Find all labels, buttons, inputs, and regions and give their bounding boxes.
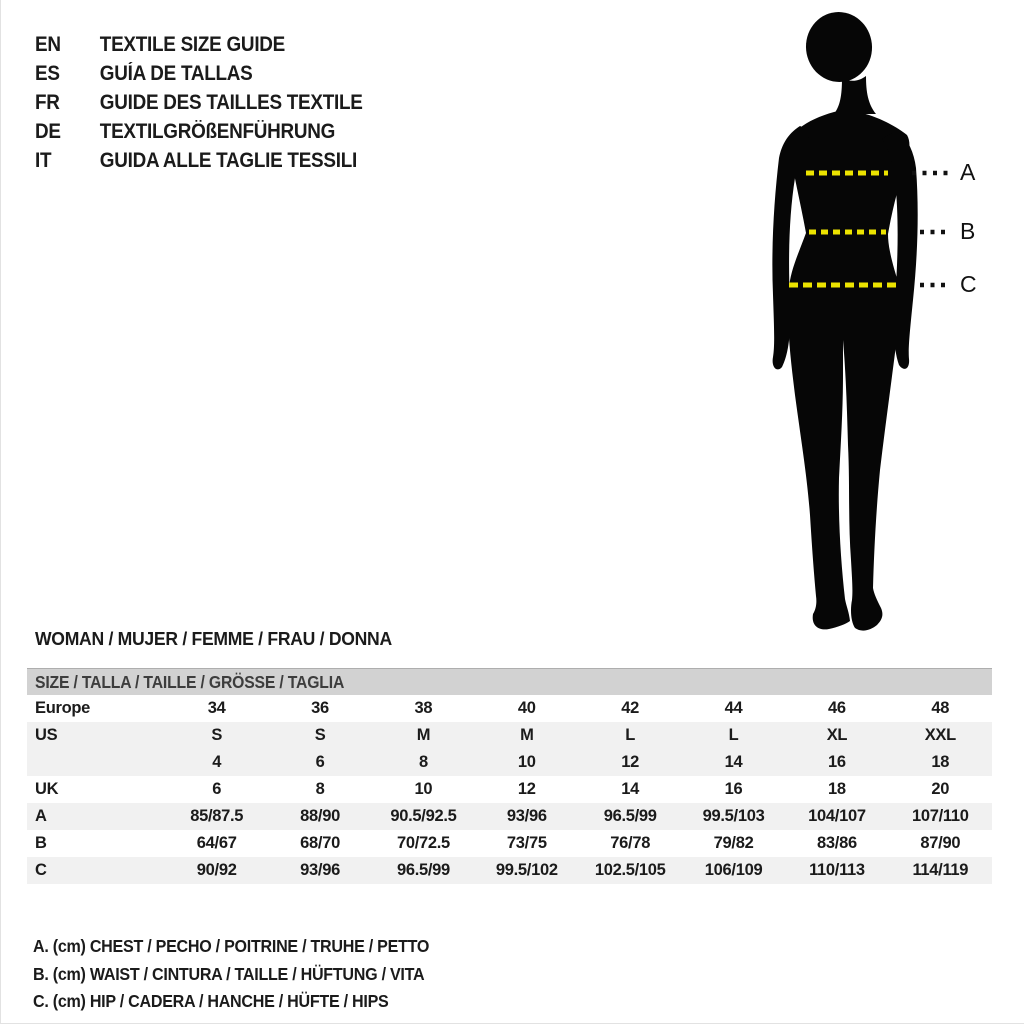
- size-cell: 114/119: [912, 861, 969, 879]
- size-cell: S: [314, 726, 326, 744]
- legend-chest: A. (cm) CHEST / PECHO / POITRINE / TRUHE / PETTO: [33, 936, 430, 956]
- language-row: [35, 146, 363, 175]
- size-cell: 42: [621, 699, 640, 717]
- size-cell: L: [625, 726, 636, 744]
- size-cell: 85/87.5: [190, 807, 244, 825]
- size-cell: 16: [724, 780, 743, 798]
- language-title: TEXTILGRÖßENFÜHRUNG: [99, 120, 336, 143]
- size-cell: 10: [414, 780, 433, 798]
- size-cell: M: [520, 726, 534, 744]
- size-cell: 14: [621, 780, 640, 798]
- size-cell: XL: [826, 726, 848, 744]
- table-row: [27, 776, 992, 803]
- size-cell: 6: [212, 780, 222, 798]
- woman-silhouette-shape: [772, 9, 917, 631]
- page-left-edge: [0, 0, 1, 1024]
- size-cell: 64/67: [196, 834, 237, 852]
- size-cell: 4: [212, 753, 222, 771]
- size-cell: 14: [724, 753, 743, 771]
- measure-label-b: B: [960, 218, 976, 244]
- row-label-cell: C: [35, 861, 47, 879]
- size-cell: 34: [207, 699, 226, 717]
- gender-title: WOMAN / MUJER / FEMME / FRAU / DONNA: [35, 628, 392, 649]
- size-table: [27, 668, 992, 884]
- size-cell: 12: [621, 753, 640, 771]
- language-code: DE: [35, 120, 61, 143]
- row-label-cell: B: [35, 834, 47, 852]
- legend-hip: C. (cm) HIP / CADERA / HANCHE / HÜFTE / HIPS: [33, 991, 389, 1011]
- table-row: [27, 695, 992, 722]
- table-row: [27, 722, 992, 749]
- language-code: EN: [35, 33, 61, 56]
- language-row: [35, 59, 363, 88]
- row-label-cell: [27, 749, 165, 776]
- size-cell: M: [416, 726, 431, 744]
- legend-waist: B. (cm) WAIST / CINTURA / TAILLE / HÜFTUNG / VITA: [33, 963, 425, 984]
- size-cell: 70/72.5: [396, 834, 450, 852]
- language-code: ES: [35, 62, 60, 85]
- language-code: IT: [35, 149, 52, 172]
- size-cell: 18: [931, 753, 950, 771]
- size-cell: 88/90: [300, 807, 340, 825]
- measure-label-c: C: [960, 271, 977, 297]
- size-cell: 96.5/99: [603, 807, 657, 825]
- size-cell: 93/96: [506, 807, 547, 825]
- size-cell: 46: [828, 699, 846, 717]
- size-cell: 90/92: [196, 861, 237, 879]
- language-title: GUÍA DE TALLAS: [99, 62, 253, 85]
- language-title: GUIDA ALLE TAGLIE TESSILI: [99, 149, 357, 172]
- size-cell: 6: [315, 753, 325, 771]
- size-cell: 10: [517, 753, 536, 771]
- table-row: [27, 749, 992, 776]
- size-cell: 48: [931, 699, 950, 717]
- size-cell: S: [211, 726, 223, 744]
- size-cell: 18: [828, 780, 846, 798]
- size-cell: 96.5/99: [396, 861, 450, 879]
- row-label-cell: Europe: [35, 699, 91, 717]
- size-cell: 40: [517, 699, 536, 717]
- size-cell: 16: [828, 753, 846, 771]
- size-cell: 36: [311, 699, 329, 717]
- size-cell: L: [728, 726, 739, 744]
- language-title: GUIDE DES TAILLES TEXTILE: [99, 91, 363, 114]
- size-cell: 73/75: [506, 834, 547, 852]
- size-cell: 99.5/103: [702, 807, 765, 825]
- row-label-cell: A: [35, 807, 47, 825]
- language-row: [35, 117, 363, 146]
- row-label-cell: US: [35, 726, 58, 744]
- size-cell: 8: [315, 780, 325, 798]
- size-table-header: [27, 668, 992, 695]
- language-code: FR: [35, 91, 60, 114]
- size-cell: 87/90: [920, 834, 961, 852]
- size-cell: 102.5/105: [594, 861, 666, 879]
- size-cell: 20: [931, 780, 950, 798]
- size-cell: 90.5/92.5: [390, 807, 457, 825]
- table-row: [27, 830, 992, 857]
- language-title: TEXTILE SIZE GUIDE: [99, 33, 286, 56]
- size-table-body: [27, 695, 992, 884]
- size-cell: 107/110: [911, 807, 969, 825]
- size-cell: 68/70: [300, 834, 340, 852]
- measure-label-a: A: [960, 159, 976, 185]
- size-cell: 106/109: [704, 861, 763, 879]
- size-cell: 110/113: [809, 861, 865, 879]
- size-table-header-text: SIZE / TALLA / TAILLE / GRÖSSE / TAGLIA: [35, 672, 345, 692]
- table-row: [27, 803, 992, 830]
- size-cell: 99.5/102: [495, 861, 558, 879]
- size-cell: 76/78: [610, 834, 651, 852]
- size-cell: 12: [517, 780, 536, 798]
- woman-silhouette: [730, 5, 1020, 655]
- language-row: [35, 30, 363, 59]
- size-cell: 93/96: [300, 861, 340, 879]
- size-cell: 79/82: [713, 834, 754, 852]
- table-row: [27, 857, 992, 884]
- size-cell: XXL: [924, 726, 956, 744]
- size-cell: 44: [724, 699, 743, 717]
- size-cell: 38: [414, 699, 433, 717]
- size-cell: 83/86: [817, 834, 857, 852]
- language-list: [35, 30, 399, 175]
- row-label-cell: UK: [35, 780, 59, 798]
- language-row: [35, 88, 363, 117]
- size-cell: 8: [418, 753, 428, 771]
- size-cell: 104/107: [808, 807, 866, 825]
- measure-legend: [33, 933, 464, 1016]
